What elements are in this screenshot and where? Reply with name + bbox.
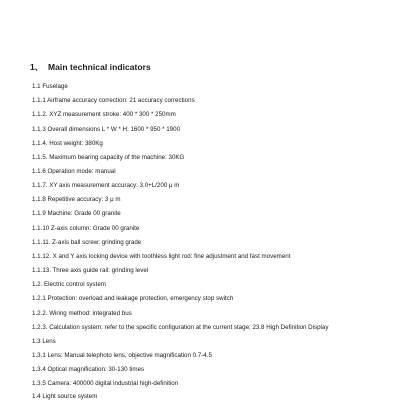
indicator-line: 1.2.1 Protection: overload and leakage protection, emergency stop switch	[32, 295, 234, 302]
indicator-line: 1.1.12. X and Y axis locking device with toothless light rod: fine adjustment and fast movement	[32, 253, 291, 260]
indicator-line: 1.4 Light source system	[32, 393, 98, 400]
indicator-line: 1.1.3 Overall dimensions L * W * H: 1600 * 950 * 1900	[32, 126, 181, 133]
indicator-line: 1.1.1 Airframe accuracy correction: 21 accuracy corrections	[32, 97, 195, 104]
indicator-line: 1.2.3. Calculation system: refer to the specific configuration at the current stage; 23.8 High Definition Display	[32, 324, 329, 331]
indicator-line: 1.3.5 Camera: 400000 digital industrial high-definition	[32, 380, 179, 387]
section-number: 1、	[30, 62, 44, 72]
indicator-line: 1.1.9 Machine: Grade 00 granite	[32, 210, 121, 217]
indicator-line: 1.1 Fuselage	[32, 83, 68, 90]
indicator-line: 1.3.4 Optical magnification: 30-130 times	[32, 366, 145, 373]
indicator-line: 1.1.7. XY axis measurement accuracy: 3.0+L/200 μ m	[32, 182, 180, 189]
indicator-line: 1.3.1 Lens: Manual telephoto lens, objective magnification 0.7-4.5	[32, 352, 212, 359]
indicator-line: 1.1.13. Three axis guide rail: grinding level	[32, 267, 149, 274]
indicator-line: 1.1.5. Maximum bearing capacity of the machine: 30KG	[32, 154, 185, 161]
indicator-line: 1.2. Electric control system	[32, 281, 106, 288]
section-title: Main technical indicators	[48, 62, 151, 72]
indicator-line: 1.1.8 Repetitive accuracy: 3 μ m	[32, 196, 121, 203]
indicator-line: 1.3 Lens	[32, 338, 56, 345]
indicator-line: 1.1.4. Host weight: 380Kg	[32, 140, 103, 147]
indicator-line: 1.1.11. Z-axis ball screw: grinding grade	[32, 239, 142, 246]
indicator-line: 1.1.6 Operation mode: manual	[32, 168, 116, 175]
indicator-line: 1.1.10 Z-axis column: Grade 00 granite	[32, 225, 140, 232]
indicator-line: 1.2.2. Wiring method: integrated bus	[32, 310, 132, 317]
indicator-line: 1.1.2. XYZ measurement stroke: 400 * 300 * 250mm	[32, 111, 176, 118]
section-heading	[30, 61, 151, 73]
